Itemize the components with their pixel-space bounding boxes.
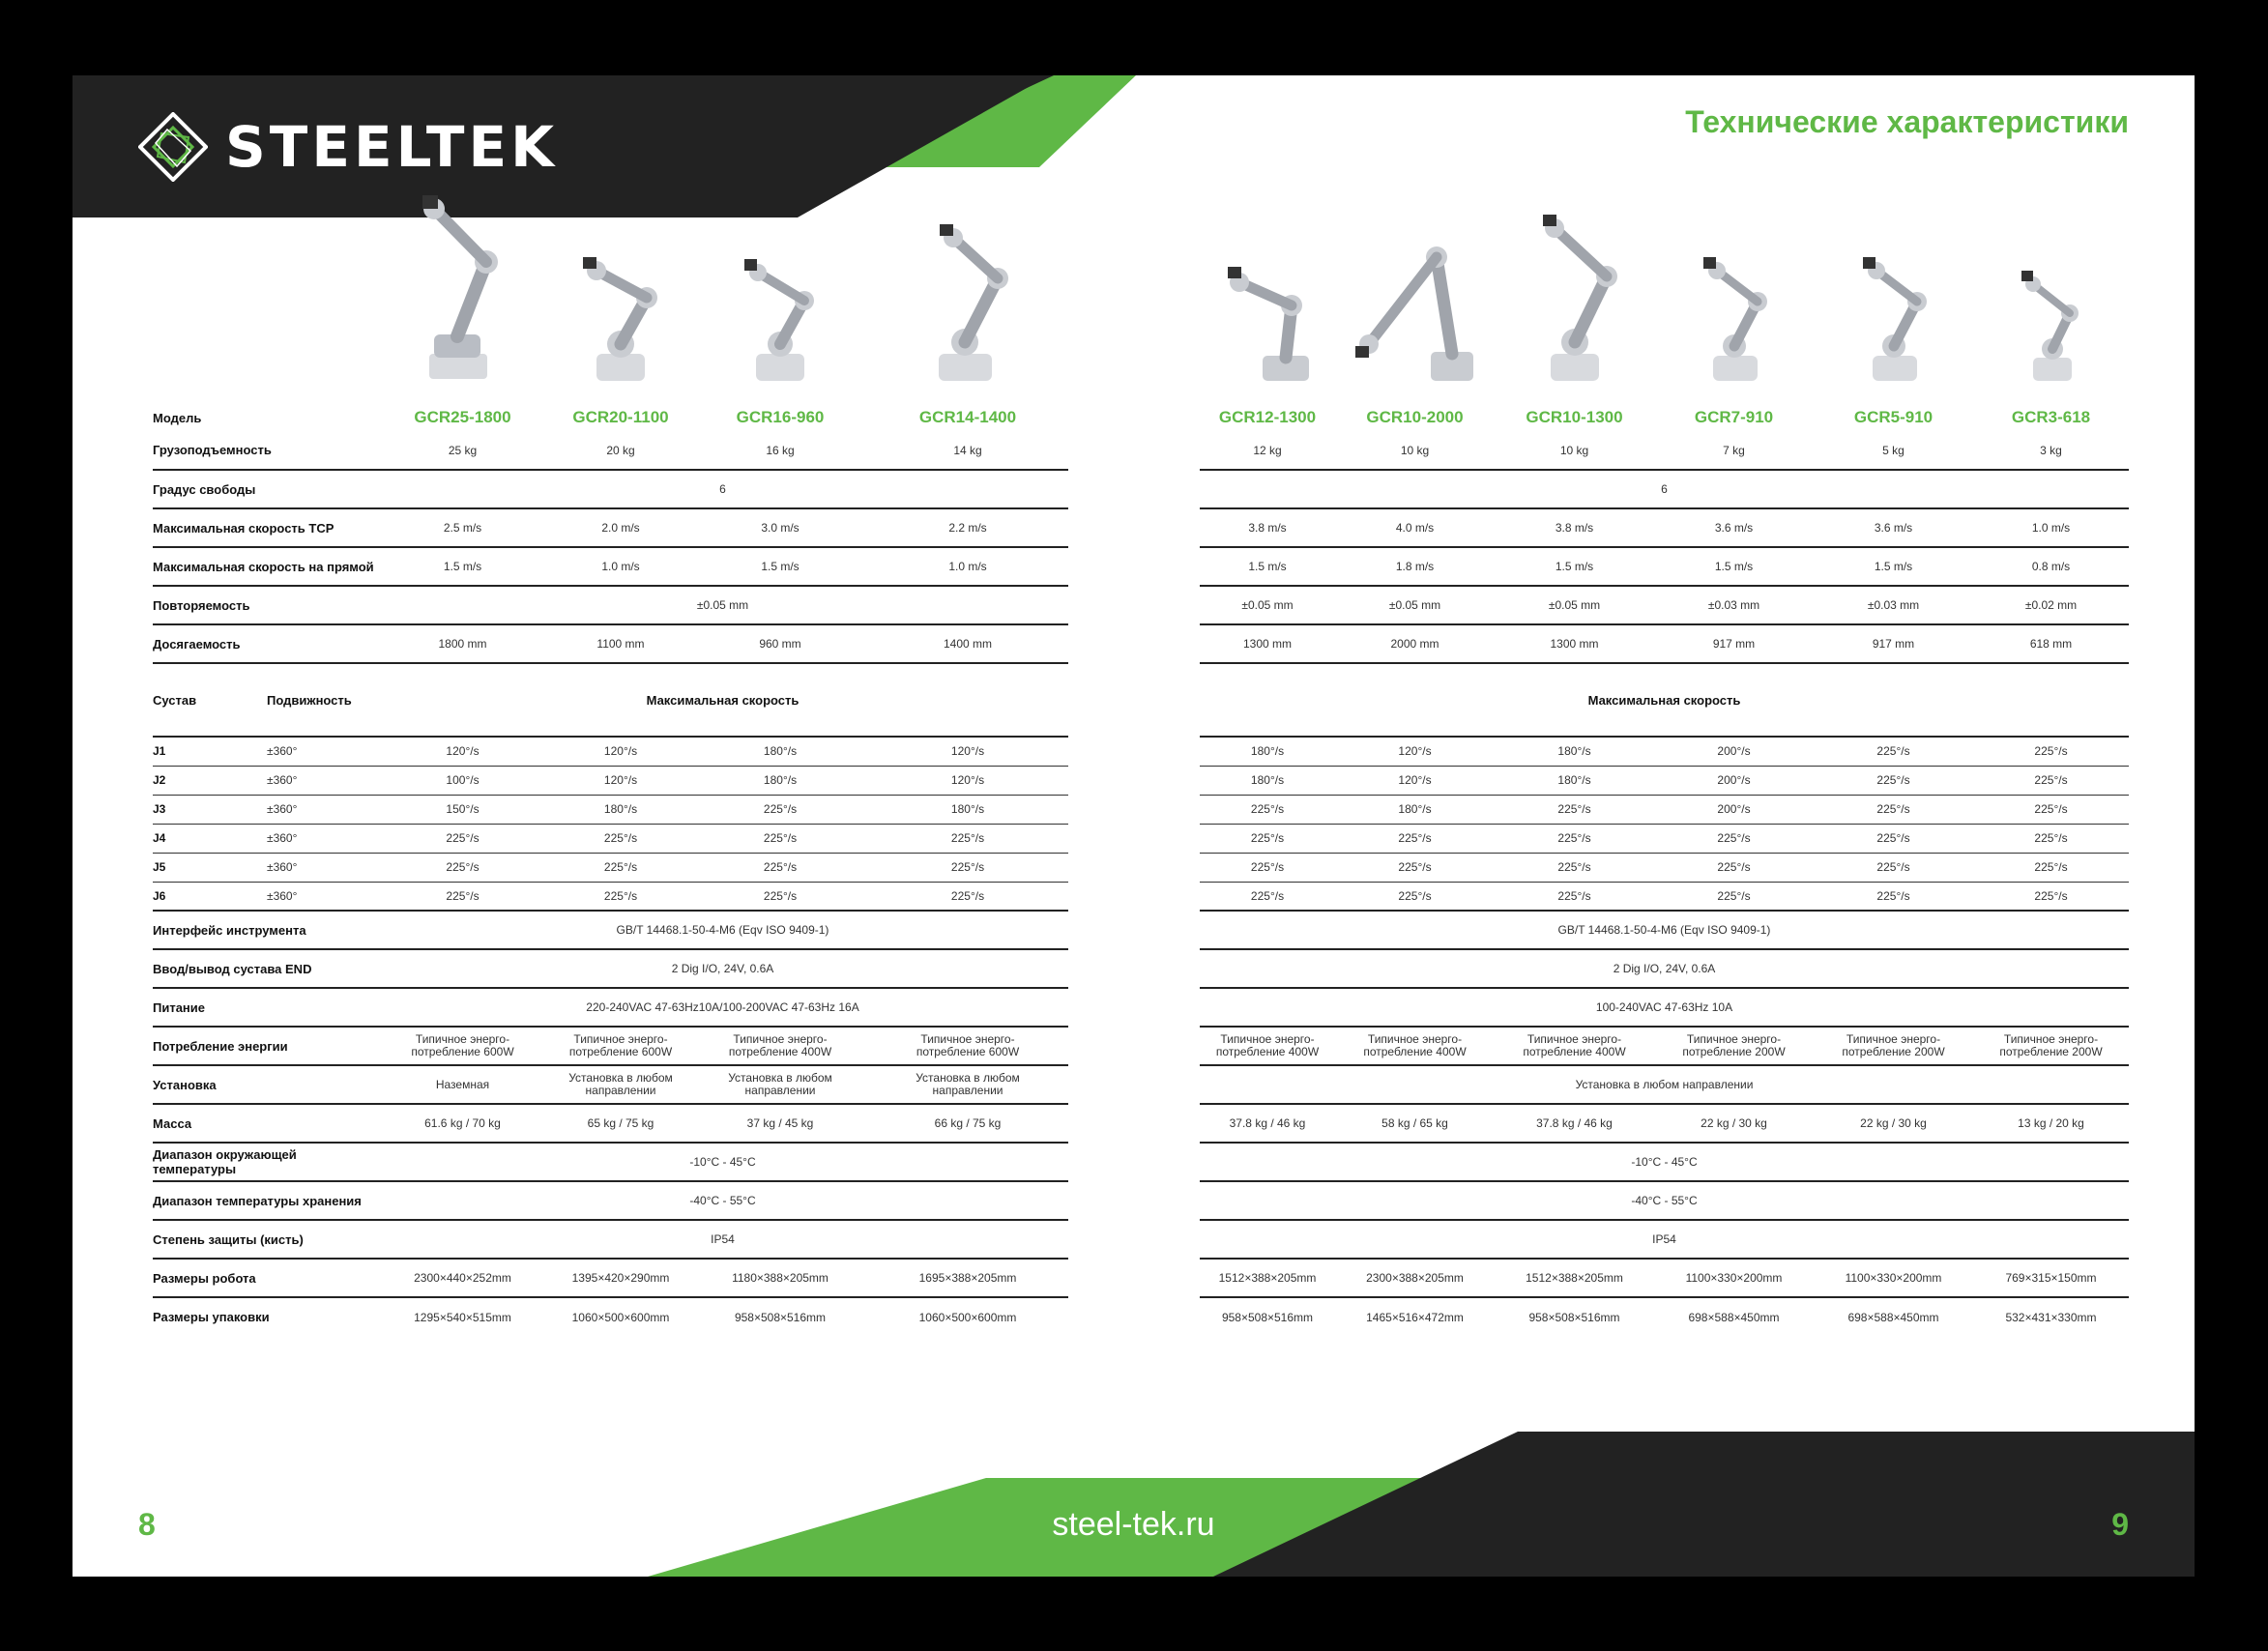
dof-value: 6: [377, 470, 1068, 508]
protection-row: [153, 1220, 1068, 1259]
joint-speed: 200°/s: [1654, 737, 1814, 766]
joint-speed: 225°/s: [1200, 824, 1335, 853]
model-name: GCR7-910: [1694, 408, 1774, 426]
label-protection: Степень защиты (кисть): [153, 1220, 377, 1259]
joint-speed: 225°/s: [693, 824, 867, 853]
line-speed-value: 1.0 m/s: [867, 547, 1068, 586]
joint-speed: 225°/s: [1200, 882, 1335, 911]
joint-row: [1200, 737, 2129, 766]
tool-interface-row: [1200, 911, 2129, 949]
joint-row: [1200, 853, 2129, 882]
joint-speed: 180°/s: [1495, 766, 1654, 795]
joint-range: ±360°: [267, 824, 377, 853]
label-ambient-temp: Диапазон окружающей температуры: [153, 1143, 377, 1181]
joint-name: J6: [153, 882, 267, 911]
joint-speed: 180°/s: [693, 737, 867, 766]
joint-speed: 120°/s: [867, 766, 1068, 795]
model-name: GCR20-1100: [572, 408, 669, 426]
mass-value: 22 kg / 30 kg: [1814, 1104, 1973, 1143]
line-speed-value: 1.5 m/s: [1654, 547, 1814, 586]
model-name: GCR14-1400: [918, 408, 1017, 426]
label-tool-interface: Интерфейс инструмента: [153, 911, 377, 949]
power-row: [153, 988, 1068, 1027]
package-size-value: 958×508×516mm: [1221, 1310, 1314, 1324]
joint-speed: 225°/s: [1814, 882, 1973, 911]
ambient-temp-row: [1200, 1143, 2129, 1181]
page-number-right: 9: [2111, 1507, 2129, 1542]
joint-row: [153, 882, 1068, 911]
joint-speed: 225°/s: [1973, 766, 2129, 795]
end-io-row: [1200, 949, 2129, 988]
consumption-value: Типичное энерго- потребление 600W: [377, 1027, 548, 1065]
repeatability-row: [153, 586, 1068, 624]
joint-range: ±360°: [267, 882, 377, 911]
tcp-speed-value: 1.0 m/s: [1973, 508, 2129, 547]
repeatability-value: ±0.03 mm: [1814, 586, 1973, 624]
joint-name: J2: [153, 766, 267, 795]
reach-row: [153, 624, 1068, 663]
model-name: GCR5-910: [1853, 408, 1934, 426]
joint-speed: 120°/s: [377, 737, 548, 766]
mass-value: 37.8 kg / 46 kg: [1200, 1104, 1335, 1143]
robot-arm-image: [727, 247, 833, 383]
package-size-value: 698×588×450mm: [1688, 1310, 1780, 1324]
joint-range: ±360°: [267, 795, 377, 824]
label-model: Модель: [153, 411, 202, 425]
robot-arm-image: [2008, 257, 2095, 383]
storage-temp-value: -40°C - 55°C: [1200, 1181, 2129, 1220]
line-speed-value: 1.5 m/s: [1814, 547, 1973, 586]
consumption-value: Типичное энерго- потребление 400W: [1200, 1027, 1335, 1065]
mass-row: [1200, 1104, 2129, 1143]
joint-speed: 225°/s: [1814, 737, 1973, 766]
repeatability-row: [1200, 586, 2129, 624]
joint-name: J1: [153, 737, 267, 766]
package-size-value: 1060×500×600mm: [571, 1310, 670, 1324]
site-url[interactable]: steel-tek.ru: [1052, 1506, 1215, 1543]
mounting-value: Наземная: [377, 1065, 548, 1104]
spec-table-left: [153, 180, 1068, 1336]
robot-arm-image: [915, 218, 1021, 383]
spec-table-right: [1200, 180, 2129, 1336]
joint-speed: 180°/s: [1495, 737, 1654, 766]
consumption-value: Типичное энерго- потребление 200W: [1814, 1027, 1973, 1065]
ambient-temp-value: -10°C - 45°C: [377, 1143, 1068, 1181]
payload-row: [153, 431, 1068, 470]
line-speed-row: [153, 547, 1068, 586]
robot-size-value: 1100×330×200mm: [1814, 1259, 1973, 1297]
brand-name: STEELTEK: [225, 114, 559, 180]
joint-range: ±360°: [267, 737, 377, 766]
joint-speed: 200°/s: [1654, 766, 1814, 795]
label-line-speed: Максимальная скорость на прямой: [153, 547, 377, 586]
payload-value: 3 kg: [1973, 431, 2129, 470]
repeatability-value: ±0.05 mm: [377, 586, 1068, 624]
robot-size-value: 2300×388×205mm: [1335, 1259, 1495, 1297]
mass-value: 58 kg / 65 kg: [1335, 1104, 1495, 1143]
joint-row: [153, 853, 1068, 882]
reach-value: 1100 mm: [548, 624, 693, 663]
label-mounting: Установка: [153, 1065, 377, 1104]
joint-speed: 180°/s: [693, 766, 867, 795]
label-power: Питание: [153, 988, 377, 1027]
joint-row: [153, 824, 1068, 853]
label-repeatability: Повторяемость: [153, 586, 377, 624]
reach-value: 917 mm: [1654, 624, 1814, 663]
payload-value: 10 kg: [1495, 431, 1654, 470]
tool-interface-value: GB/T 14468.1-50-4-M6 (Eqv ISO 9409-1): [1200, 911, 2129, 949]
line-speed-value: 1.5 m/s: [693, 547, 867, 586]
joint-speed: 225°/s: [1814, 795, 1973, 824]
joint-row: [153, 737, 1068, 766]
line-speed-value: 1.0 m/s: [548, 547, 693, 586]
tcp-speed-value: 3.8 m/s: [1495, 508, 1654, 547]
robot-size-row: [1200, 1259, 2129, 1297]
brand-logo: [138, 112, 558, 182]
joint-speed: 225°/s: [548, 882, 693, 911]
joint-speed: 225°/s: [693, 853, 867, 882]
joint-speed: 225°/s: [867, 824, 1068, 853]
joint-speed: 180°/s: [548, 795, 693, 824]
power-value: 100-240VAC 47-63Hz 10A: [1200, 988, 2129, 1027]
line-speed-value: 1.5 m/s: [1495, 547, 1654, 586]
robot-arm-image: [1522, 209, 1628, 383]
label-package-size: Размеры упаковки: [153, 1310, 270, 1324]
model-name: GCR25-1800: [414, 408, 511, 426]
power-row: [1200, 988, 2129, 1027]
payload-value: 5 kg: [1814, 431, 1973, 470]
mounting-value: Установка в любом направлении: [867, 1065, 1068, 1104]
reach-row: [1200, 624, 2129, 663]
mass-value: 61.6 kg / 70 kg: [377, 1104, 548, 1143]
joint-speed: 225°/s: [1200, 795, 1335, 824]
consumption-value: Типичное энерго- потребление 400W: [1335, 1027, 1495, 1065]
joint-speed: 225°/s: [867, 882, 1068, 911]
joint-speed: 225°/s: [1495, 795, 1654, 824]
mass-value: 22 kg / 30 kg: [1654, 1104, 1814, 1143]
package-size-row: [1200, 1297, 2129, 1336]
reach-value: 917 mm: [1814, 624, 1973, 663]
robot-arm-image: [405, 189, 521, 383]
joint-speed: 225°/s: [1973, 853, 2129, 882]
protection-value: IP54: [377, 1220, 1068, 1259]
joint-speed: 225°/s: [1495, 853, 1654, 882]
joint-speed: 225°/s: [1495, 824, 1654, 853]
storage-temp-row: [153, 1181, 1068, 1220]
label-robot-size: Размеры робота: [153, 1259, 377, 1297]
joint-speed: 120°/s: [867, 737, 1068, 766]
label-mass: Масса: [153, 1104, 377, 1143]
consumption-row: [1200, 1027, 2129, 1065]
joint-row: [153, 795, 1068, 824]
label-tcp-speed: Максимальная скорость TCP: [153, 508, 377, 547]
end-io-row: [153, 949, 1068, 988]
joint-range: ±360°: [267, 853, 377, 882]
label-end-io: Ввод/вывод сустава END: [153, 949, 377, 988]
joint-row: [1200, 824, 2129, 853]
mounting-value: Установка в любом направлении: [1200, 1065, 2129, 1104]
model-name: GCR3-618: [2011, 408, 2091, 426]
mass-value: 37 kg / 45 kg: [693, 1104, 867, 1143]
joint-speed: 225°/s: [1335, 853, 1495, 882]
tcp-speed-value: 2.0 m/s: [548, 508, 693, 547]
reach-value: 2000 mm: [1335, 624, 1495, 663]
payload-value: 12 kg: [1200, 431, 1335, 470]
joints-header-row: [153, 663, 1068, 737]
tcp-speed-value: 3.6 m/s: [1814, 508, 1973, 547]
joint-speed: 225°/s: [1814, 824, 1973, 853]
payload-value: 20 kg: [548, 431, 693, 470]
mass-value: 65 kg / 75 kg: [548, 1104, 693, 1143]
joint-speed: 150°/s: [377, 795, 548, 824]
package-size-row: [153, 1297, 1068, 1336]
robot-size-value: 2300×440×252mm: [377, 1259, 548, 1297]
robot-images-row: [1200, 180, 2129, 383]
joint-speed: 225°/s: [377, 882, 548, 911]
joint-speed: 225°/s: [1973, 882, 2129, 911]
model-name: GCR16-960: [736, 408, 825, 426]
joint-speed: 100°/s: [377, 766, 548, 795]
joint-speed: 225°/s: [1200, 853, 1335, 882]
diamond-logo-icon: [138, 112, 208, 182]
joint-speed: 180°/s: [867, 795, 1068, 824]
storage-temp-row: [1200, 1181, 2129, 1220]
repeatability-value: ±0.05 mm: [1200, 586, 1335, 624]
package-size-value: 698×588×450mm: [1847, 1310, 1939, 1324]
package-size-value: 1295×540×515mm: [414, 1310, 511, 1324]
mass-row: [153, 1104, 1068, 1143]
tcp-speed-value: 3.0 m/s: [693, 508, 867, 547]
mass-value: 66 kg / 75 kg: [867, 1104, 1068, 1143]
joint-speed: 225°/s: [1335, 882, 1495, 911]
repeatability-value: ±0.03 mm: [1654, 586, 1814, 624]
joint-speed: 225°/s: [1973, 795, 2129, 824]
model-name: GCR10-1300: [1526, 408, 1623, 426]
model-name: GCR10-2000: [1366, 408, 1464, 426]
joint-speed: 225°/s: [1654, 882, 1814, 911]
line-speed-value: 0.8 m/s: [1973, 547, 2129, 586]
protection-value: IP54: [1200, 1220, 2129, 1259]
joint-speed: 120°/s: [548, 766, 693, 795]
line-speed-row: [1200, 547, 2129, 586]
robot-arm-image: [1348, 238, 1483, 383]
joint-row: [1200, 795, 2129, 824]
tcp-speed-value: 4.0 m/s: [1335, 508, 1495, 547]
dof-row: [1200, 470, 2129, 508]
label-max-speed: Максимальная скорость: [1200, 663, 2129, 737]
mass-value: 37.8 kg / 46 kg: [1495, 1104, 1654, 1143]
package-size-value: 532×431×330mm: [2005, 1310, 2097, 1324]
robot-arm-image: [1686, 247, 1783, 383]
joint-speed: 120°/s: [1335, 737, 1495, 766]
robot-arm-image: [1214, 247, 1321, 383]
package-size-value: 1465×516×472mm: [1366, 1310, 1464, 1324]
robot-size-row: [153, 1259, 1068, 1297]
ambient-temp-row: [153, 1143, 1068, 1181]
power-value: 220-240VAC 47-63Hz10A/100-200VAC 47-63Hz 16A: [377, 988, 1068, 1027]
label-max-speed: Максимальная скорость: [377, 663, 1068, 737]
label-reach: Досягаемость: [153, 624, 377, 663]
joint-speed: 225°/s: [1335, 824, 1495, 853]
models-row: [1200, 383, 2129, 431]
consumption-value: Типичное энерго- потребление 600W: [548, 1027, 693, 1065]
payload-value: 16 kg: [693, 431, 867, 470]
reach-value: 618 mm: [1973, 624, 2129, 663]
joint-name: J4: [153, 824, 267, 853]
label-mobility: Подвижность: [267, 663, 377, 737]
joint-speed: 225°/s: [1973, 737, 2129, 766]
tcp-speed-value: 2.2 m/s: [867, 508, 1068, 547]
tool-interface-value: GB/T 14468.1-50-4-M6 (Eqv ISO 9409-1): [377, 911, 1068, 949]
dof-row: [153, 470, 1068, 508]
end-io-value: 2 Dig I/O, 24V, 0.6A: [1200, 949, 2129, 988]
brochure-spread: [73, 75, 2195, 1577]
label-consumption: Потребление энергии: [153, 1027, 377, 1065]
repeatability-value: ±0.02 mm: [1973, 586, 2129, 624]
line-speed-value: 1.8 m/s: [1335, 547, 1495, 586]
mounting-row: [153, 1065, 1068, 1104]
joint-speed: 225°/s: [693, 795, 867, 824]
joint-speed: 225°/s: [693, 882, 867, 911]
joint-speed: 225°/s: [1814, 766, 1973, 795]
tcp-speed-value: 2.5 m/s: [377, 508, 548, 547]
joint-speed: 120°/s: [1335, 766, 1495, 795]
joint-row: [1200, 882, 2129, 911]
repeatability-value: ±0.05 mm: [1335, 586, 1495, 624]
robot-arm-image: [1846, 247, 1942, 383]
package-size-value: 1060×500×600mm: [918, 1310, 1017, 1324]
joint-speed: 225°/s: [548, 824, 693, 853]
mounting-value: Установка в любом направлении: [693, 1065, 867, 1104]
storage-temp-value: -40°C - 55°C: [377, 1181, 1068, 1220]
joint-range: ±360°: [267, 766, 377, 795]
footer-band: [73, 1432, 2195, 1577]
payload-value: 25 kg: [377, 431, 548, 470]
joint-speed: 180°/s: [1200, 766, 1335, 795]
joint-name: J5: [153, 853, 267, 882]
models-row: [153, 383, 1068, 431]
consumption-value: Типичное энерго- потребление 400W: [693, 1027, 867, 1065]
page-title: Технические характеристики: [1685, 104, 2129, 139]
payload-value: 7 kg: [1654, 431, 1814, 470]
consumption-row: [153, 1027, 1068, 1065]
robot-size-value: 1695×388×205mm: [867, 1259, 1068, 1297]
joint-speed: 225°/s: [1654, 824, 1814, 853]
robot-arm-image: [567, 247, 674, 383]
robot-size-value: 1180×388×205mm: [693, 1259, 867, 1297]
joint-speed: 225°/s: [1654, 853, 1814, 882]
joint-speed: 225°/s: [377, 824, 548, 853]
ambient-temp-value: -10°C - 45°C: [1200, 1143, 2129, 1181]
protection-row: [1200, 1220, 2129, 1259]
robot-size-value: 1395×420×290mm: [548, 1259, 693, 1297]
consumption-value: Типичное энерго- потребление 600W: [867, 1027, 1068, 1065]
mounting-value: Установка в любом направлении: [548, 1065, 693, 1104]
label-joint: Сустав: [153, 663, 267, 737]
line-speed-value: 1.5 m/s: [1200, 547, 1335, 586]
joint-speed: 225°/s: [867, 853, 1068, 882]
reach-value: 1400 mm: [867, 624, 1068, 663]
reach-value: 1800 mm: [377, 624, 548, 663]
consumption-value: Типичное энерго- потребление 200W: [1654, 1027, 1814, 1065]
joint-speed: 120°/s: [548, 737, 693, 766]
mounting-row: [1200, 1065, 2129, 1104]
page-number-left: 8: [138, 1507, 156, 1542]
reach-value: 960 mm: [693, 624, 867, 663]
joint-name: J3: [153, 795, 267, 824]
payload-value: 14 kg: [867, 431, 1068, 470]
label-storage-temp: Диапазон температуры хранения: [153, 1181, 377, 1220]
joints-header-row: [1200, 663, 2129, 737]
reach-value: 1300 mm: [1495, 624, 1654, 663]
robot-images-row: [153, 180, 1068, 383]
tcp-speed-row: [153, 508, 1068, 547]
payload-row: [1200, 431, 2129, 470]
dof-value: 6: [1200, 470, 2129, 508]
end-io-value: 2 Dig I/O, 24V, 0.6A: [377, 949, 1068, 988]
joint-speed: 200°/s: [1654, 795, 1814, 824]
label-payload: Грузоподъемность: [153, 431, 377, 470]
package-size-value: 958×508×516mm: [734, 1310, 827, 1324]
joint-speed: 225°/s: [1814, 853, 1973, 882]
joint-speed: 225°/s: [548, 853, 693, 882]
tcp-speed-value: 3.6 m/s: [1654, 508, 1814, 547]
joint-speed: 180°/s: [1200, 737, 1335, 766]
joint-speed: 180°/s: [1335, 795, 1495, 824]
tcp-speed-value: 3.8 m/s: [1200, 508, 1335, 547]
joint-speed: 225°/s: [377, 853, 548, 882]
consumption-value: Типичное энерго- потребление 400W: [1495, 1027, 1654, 1065]
robot-size-value: 1100×330×200mm: [1654, 1259, 1814, 1297]
robot-size-value: 1512×388×205mm: [1200, 1259, 1335, 1297]
package-size-value: 958×508×516mm: [1528, 1310, 1620, 1324]
label-dof: Градус свободы: [153, 470, 377, 508]
robot-size-value: 1512×388×205mm: [1495, 1259, 1654, 1297]
joint-speed: 225°/s: [1495, 882, 1654, 911]
mass-value: 13 kg / 20 kg: [1973, 1104, 2129, 1143]
payload-value: 10 kg: [1335, 431, 1495, 470]
reach-value: 1300 mm: [1200, 624, 1335, 663]
model-name: GCR12-1300: [1218, 408, 1317, 426]
line-speed-value: 1.5 m/s: [377, 547, 548, 586]
repeatability-value: ±0.05 mm: [1495, 586, 1654, 624]
tcp-speed-row: [1200, 508, 2129, 547]
joint-row: [153, 766, 1068, 795]
consumption-value: Типичное энерго- потребление 200W: [1973, 1027, 2129, 1065]
robot-size-value: 769×315×150mm: [1973, 1259, 2129, 1297]
tool-interface-row: [153, 911, 1068, 949]
joint-speed: 225°/s: [1973, 824, 2129, 853]
joint-row: [1200, 766, 2129, 795]
